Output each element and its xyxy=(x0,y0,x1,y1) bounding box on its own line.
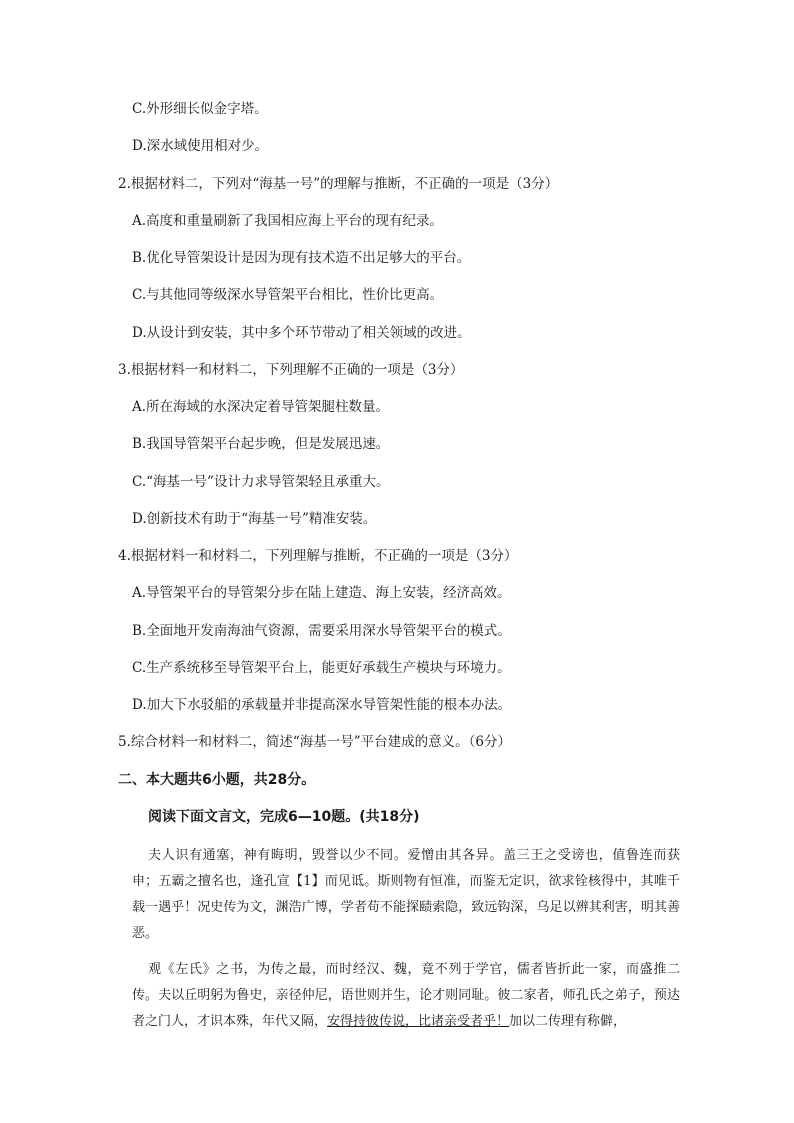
q3-option-d: D.创新技术有助于“海基一号”精准安装。 xyxy=(132,511,377,527)
q2-option-a: A.高度和重量刷新了我国相应海上平台的现有纪录。 xyxy=(132,213,444,229)
q5-stem: 5.综合材料一和材料二，简述“海基一号”平台建成的意义。（6分） xyxy=(118,734,512,750)
q4-option-d: D.加大下水驳船的承载量并非提高深水导管架性能的根本办法。 xyxy=(132,697,512,713)
q4-option-a: A.导管架平台的导管架分步在陆上建造、海上安装，经济高效。 xyxy=(132,585,511,601)
passage-text: 观《左氏》之书，为传之最，而时经汉、魏，竟不列于学官，儒者皆折此一家，而盛推二传。夫以丘明躬为鲁史，亲径仲尼，语世则并生，论才则同耻。彼二家者，师孔氏之弟子，预达者之门人，才识本殊，年代又隔， xyxy=(132,962,680,1029)
q4-option-b: B.全面地开发南海油气资源，需要采用深水导管架平台的模式。 xyxy=(132,623,511,639)
passage-text-continued: 加以二传理有称僻， xyxy=(509,1014,627,1029)
q2-option-c: C.与其他同等级深水导管架平台相比，性价比更高。 xyxy=(132,287,444,303)
passage-paragraph-1: 夫人识有通塞，神有晦明，毁誉以少不同。爱憎由其各异。盖三王之受谤也，值鲁连而获申；五霸之擅名也，逢孔宣【1】而见诋。斯则物有恒准，而鉴无定识，欲求铨核得中，其唯千载一遇乎！况史传为文，渊浩广博，学者苟不能探赜索隐，致远钩深，乌足以辨其利害，明其善恶。 xyxy=(132,848,680,941)
section-heading: 二、本大题共6小题，共28分。 xyxy=(118,772,316,788)
q3-stem: 3.根据材料一和材料二，下列理解不正确的一项是（3分） xyxy=(118,362,464,378)
q1-option-c: C.外形细长似金字塔。 xyxy=(132,101,268,117)
q2-option-d: D.从设计到安装，其中多个环节带动了相关领域的改进。 xyxy=(132,325,471,341)
underlined-sentence: 安得持彼传说，比诸亲受者乎！ xyxy=(327,1014,510,1029)
q2-stem: 2.根据材料二，下列对“海基一号”的理解与推断，不正确的一项是（3分） xyxy=(118,176,559,192)
q3-option-c: C.“海基一号”设计力求导管架轻且承重大。 xyxy=(132,474,390,490)
q4-stem: 4.根据材料一和材料二，下列理解与推断，不正确的一项是（3分） xyxy=(118,548,518,564)
q3-option-b: B.我国导管架平台起步晚，但是发展迅速。 xyxy=(132,436,390,452)
q4-option-c: C.生产系统移至导管架平台上，能更好承载生产模块与环境力。 xyxy=(132,660,511,676)
section-instruction: 阅读下面文言文，完成6—10题。(共18分) xyxy=(148,809,420,825)
classical-passage xyxy=(132,843,680,1035)
q2-option-b: B.优化导管架设计是因为现有技术造不出足够大的平台。 xyxy=(132,250,471,266)
q1-option-d: D.深水域使用相对少。 xyxy=(132,138,269,154)
q3-option-a: A.所在海域的水深决定着导管架腿柱数量。 xyxy=(132,399,390,415)
passage-paragraph-2 xyxy=(132,957,680,1035)
